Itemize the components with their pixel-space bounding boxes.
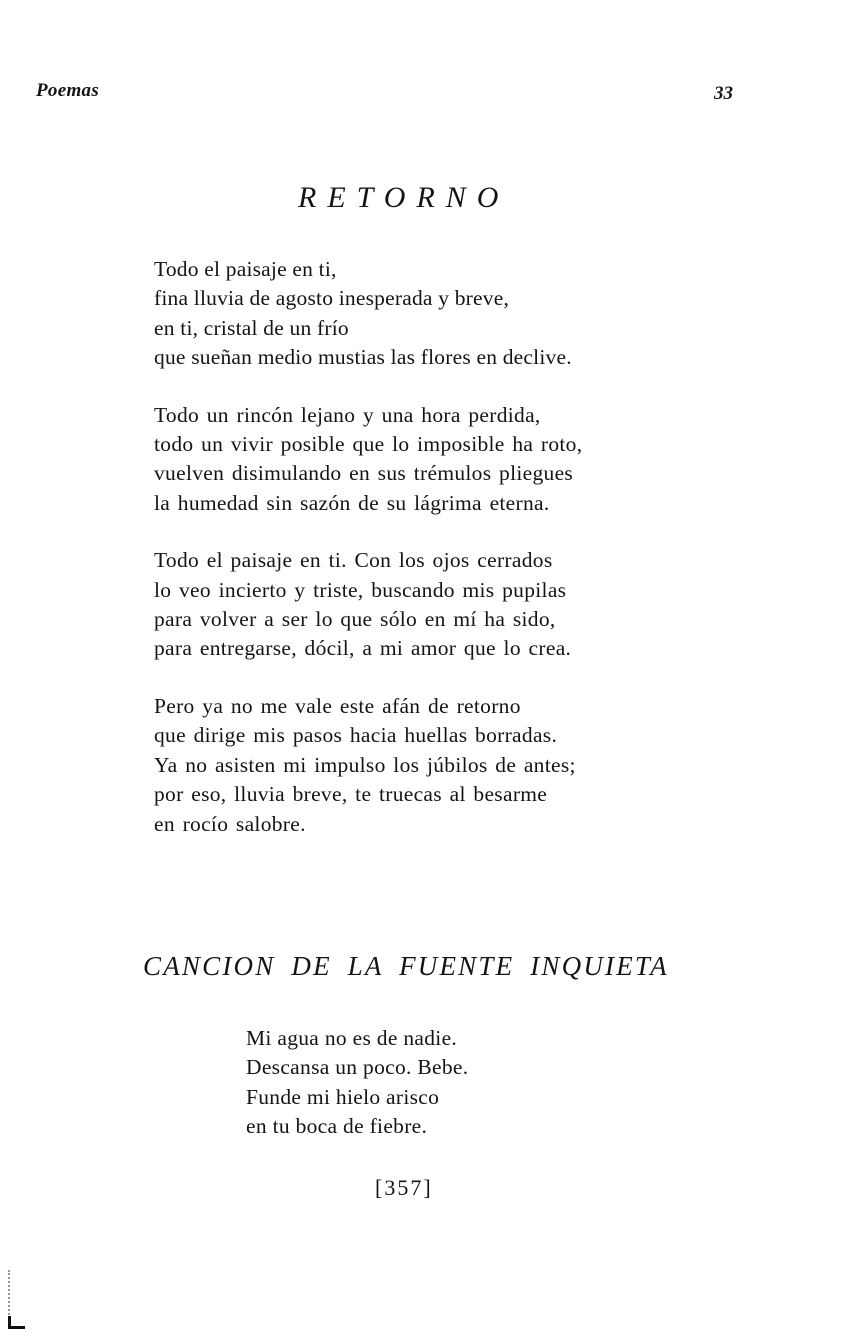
running-head-left: Poemas bbox=[36, 80, 100, 101]
poem-line: fina lluvia de agosto inesperada y breve, bbox=[154, 286, 510, 311]
running-head-page-number: 33 bbox=[714, 83, 733, 104]
poem-line: vuelven disimulando en sus trémulos pliegues bbox=[154, 461, 574, 486]
poem-line: todo un vivir posible que lo imposible ha roto, bbox=[154, 432, 583, 457]
poem-line: en tu boca de fiebre. bbox=[246, 1114, 428, 1139]
poem-line: que dirige mis pasos hacia huellas borradas. bbox=[154, 723, 558, 748]
stanza bbox=[154, 546, 582, 664]
poem-line: en ti, cristal de un frío bbox=[154, 315, 349, 340]
poem-line: para entregarse, dócil, a mi amor que lo crea. bbox=[154, 636, 572, 661]
poem-line: Funde mi hielo arisco bbox=[246, 1084, 440, 1109]
poem-cancion-body bbox=[246, 1024, 468, 1170]
poem-line: por eso, lluvia breve, te truecas al besarme bbox=[154, 782, 548, 807]
stanza bbox=[154, 692, 582, 839]
poem-retorno-body bbox=[154, 255, 582, 867]
poem-line: Pero ya no me vale este afán de retorno bbox=[154, 693, 521, 718]
stanza bbox=[246, 1024, 468, 1142]
poem-line: en rocío salobre. bbox=[154, 811, 306, 836]
poem-line: Descansa un poco. Bebe. bbox=[246, 1055, 469, 1080]
poem-line: que sueñan medio mustias las flores en declive. bbox=[154, 345, 572, 370]
poem-line: Todo el paisaje en ti, bbox=[154, 257, 337, 281]
poem-line: Todo un rincón lejano y una hora perdida, bbox=[154, 402, 541, 427]
poem-line: Ya no asisten mi impulso los júbilos de antes; bbox=[154, 752, 576, 777]
poem-line: lo veo incierto y triste, buscando mis pupilas bbox=[154, 577, 567, 602]
poem-title-retorno: RETORNO bbox=[298, 181, 510, 214]
page-number: [357] bbox=[375, 1175, 433, 1200]
poem-line: Mi agua no es de nadie. bbox=[246, 1026, 458, 1050]
stanza bbox=[154, 401, 582, 519]
stanza bbox=[154, 255, 582, 373]
scan-corner-mark bbox=[8, 1316, 25, 1329]
poem-line: la humedad sin sazón de su lágrima eterna. bbox=[154, 490, 550, 515]
poem-line: para volver a ser lo que sólo en mí ha sido, bbox=[154, 607, 556, 632]
poem-title-cancion: CANCION DE LA FUENTE INQUIETA bbox=[143, 951, 669, 981]
poem-line: Todo el paisaje en ti. Con los ojos cerrados bbox=[154, 548, 553, 573]
